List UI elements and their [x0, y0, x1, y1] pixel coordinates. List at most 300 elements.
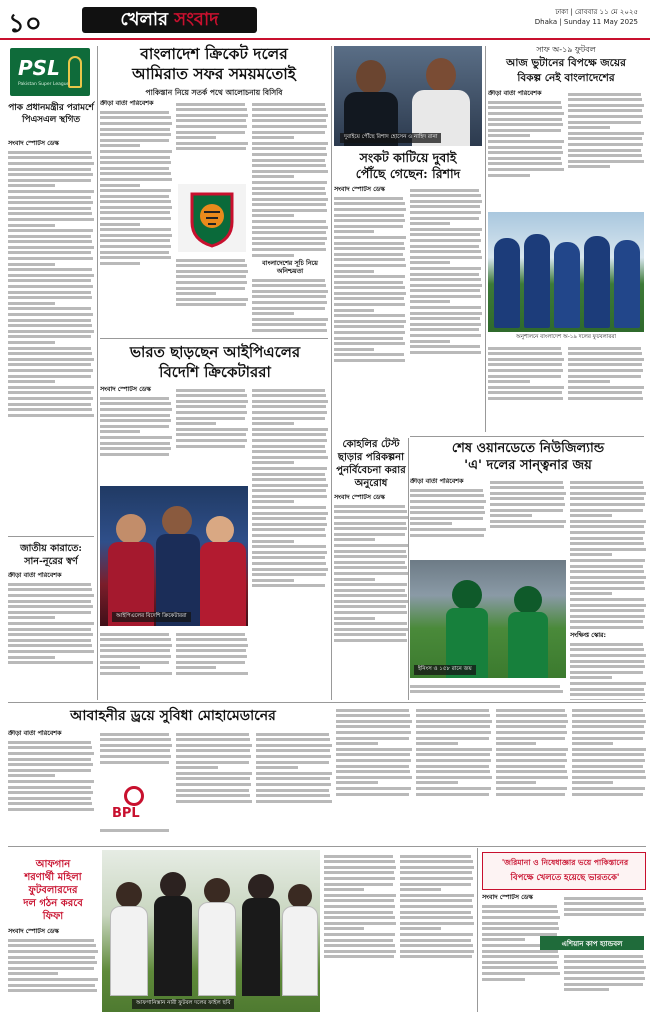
ipl-player-3 — [206, 516, 234, 544]
text-line — [100, 223, 140, 226]
text-line — [176, 738, 250, 741]
bpl-logo-text: BPL — [112, 806, 140, 821]
text-line — [400, 927, 441, 930]
text-line — [334, 225, 403, 228]
text-line — [8, 397, 93, 400]
text-line — [256, 755, 331, 758]
text-line — [334, 320, 406, 323]
text-line — [8, 746, 92, 749]
text-line — [176, 794, 250, 797]
text-line — [176, 264, 247, 267]
saff-headline-1: আজ ভুটানের বিপক্ষে জয়ের — [506, 57, 626, 69]
text-line — [8, 583, 91, 586]
text-line — [488, 358, 564, 361]
text-line — [568, 391, 642, 394]
text-line — [410, 267, 481, 270]
afghan-headline — [8, 858, 98, 923]
text-line — [100, 111, 169, 114]
text-line — [252, 461, 294, 464]
text-line — [336, 731, 411, 734]
text-line — [570, 671, 643, 674]
text-line — [490, 492, 566, 495]
text-line — [8, 201, 93, 204]
text-line — [568, 154, 642, 157]
text-line — [334, 337, 403, 340]
text-line — [410, 250, 481, 253]
text-line — [496, 720, 568, 723]
ipl-body-col3 — [252, 386, 328, 686]
text-line — [334, 628, 408, 631]
text-line — [482, 922, 558, 925]
text-line — [8, 173, 93, 176]
text-line — [570, 660, 644, 663]
ipl-body-col2b — [176, 630, 248, 700]
rule-mohammedan-top — [8, 702, 646, 703]
nz-body-col2 — [490, 478, 566, 558]
text-line — [252, 323, 326, 326]
text-line — [336, 742, 378, 745]
text-line — [572, 759, 645, 762]
fine-headline-box — [482, 852, 646, 890]
text-line — [252, 318, 328, 321]
afghan-headline-2: শরণার্থী মহিলা — [24, 872, 82, 883]
mohammedan-col1-lines — [8, 741, 94, 811]
text-line — [568, 352, 642, 355]
text-line — [8, 240, 92, 243]
text-line — [100, 195, 169, 198]
text-line — [176, 131, 245, 134]
text-line — [8, 291, 91, 294]
text-line — [334, 516, 408, 519]
text-line — [252, 428, 328, 431]
saff-col2-lines — [568, 93, 644, 169]
text-line — [8, 196, 91, 199]
text-line — [410, 345, 480, 348]
saff-player-1 — [494, 238, 520, 328]
ipl-player-2 — [162, 506, 192, 536]
text-line — [572, 720, 646, 723]
rule-afghan-top — [8, 846, 646, 847]
rishad-byline: সংবাদ স্পোর্টস ডেস্ক — [334, 186, 385, 193]
text-line — [252, 226, 328, 229]
text-line — [496, 759, 567, 762]
text-line — [256, 749, 330, 752]
text-line — [8, 633, 93, 636]
text-line — [8, 758, 91, 761]
text-line — [488, 129, 561, 132]
text-line — [252, 562, 326, 565]
text-line — [8, 263, 55, 266]
afghan-player-3-body — [198, 902, 236, 996]
text-line — [410, 211, 481, 214]
psl-trophy-icon — [68, 56, 82, 88]
text-line — [176, 672, 248, 675]
text-line — [252, 136, 294, 139]
text-line — [570, 576, 646, 579]
text-line — [334, 617, 375, 620]
text-line — [100, 211, 170, 214]
text-line — [8, 616, 55, 619]
text-line — [568, 137, 642, 140]
text-line — [8, 257, 93, 260]
nz-col3a-lines — [570, 481, 646, 629]
text-line — [410, 239, 481, 242]
nz-body-col1 — [410, 478, 486, 558]
text-line — [336, 748, 412, 751]
text-line — [334, 286, 405, 289]
text-line — [100, 167, 169, 170]
text-line — [100, 633, 169, 636]
text-line — [252, 103, 325, 106]
ipl-col1-lines — [100, 397, 172, 456]
afghan-player-5-body — [282, 906, 318, 996]
text-line — [334, 275, 405, 278]
nz-batsman-2-body — [508, 612, 548, 678]
text-line — [496, 714, 567, 717]
text-line — [8, 151, 91, 154]
fine-col2a-lines — [564, 897, 646, 917]
text-line — [488, 157, 561, 160]
text-line — [482, 905, 557, 908]
text-line — [410, 200, 482, 203]
text-line — [410, 289, 480, 292]
text-line — [100, 234, 172, 237]
text-line — [252, 478, 326, 481]
text-line — [334, 264, 406, 267]
text-line — [252, 545, 326, 548]
rishad-headline — [334, 150, 482, 182]
ipl-col1b-lines — [100, 633, 172, 675]
text-line — [572, 765, 643, 768]
text-line — [100, 755, 171, 758]
text-line — [176, 389, 245, 392]
text-line — [334, 611, 407, 614]
text-line — [334, 600, 408, 603]
ipl-col2b-lines — [176, 633, 248, 675]
text-line — [568, 109, 642, 112]
rishad-body-col2 — [410, 186, 482, 436]
text-line — [176, 422, 216, 425]
text-line — [100, 414, 170, 417]
text-line — [416, 753, 490, 756]
text-line — [8, 656, 55, 659]
psl-logo-sub: Pakistan Super League — [18, 82, 70, 87]
text-line — [176, 439, 247, 442]
text-line — [8, 611, 91, 614]
text-line — [334, 566, 407, 569]
text-line — [334, 505, 405, 508]
text-line — [100, 425, 169, 428]
text-line — [100, 666, 140, 669]
text-line — [334, 633, 406, 636]
text-line — [176, 638, 247, 641]
text-line — [564, 971, 644, 974]
text-line — [324, 855, 393, 858]
text-line — [324, 877, 395, 880]
afghan-photo-caption: আফগানিস্তান নারী ফুটবল দলের ফাইল ছবি — [132, 999, 234, 1009]
text-line — [8, 212, 92, 215]
text-line — [400, 911, 471, 914]
text-line — [568, 375, 641, 378]
text-line — [570, 570, 644, 573]
text-line — [8, 224, 55, 227]
text-line — [324, 944, 395, 947]
text-line — [336, 737, 409, 740]
text-line — [410, 494, 484, 497]
text-line — [570, 559, 645, 562]
text-line — [252, 445, 325, 448]
text-line — [176, 125, 247, 128]
text-line — [100, 436, 172, 439]
text-line — [324, 860, 395, 863]
masthead — [0, 0, 650, 40]
text-line — [416, 793, 489, 796]
text-line — [564, 988, 609, 991]
lead-subhead: পাকিস্তান নিয়ে সতর্ক পথে আলোচনায় বিসিবি — [145, 88, 283, 97]
nz-batsman-1 — [452, 580, 482, 610]
text-line — [100, 256, 171, 259]
text-line — [410, 506, 484, 509]
text-line — [100, 419, 171, 422]
text-line — [496, 770, 567, 773]
nz-batsman-2 — [514, 586, 542, 614]
ipl-body-col1 — [100, 386, 172, 482]
text-line — [100, 644, 172, 647]
text-line — [8, 741, 91, 744]
karate-headline-1: জাতীয় কারাতে: — [20, 543, 82, 554]
text-line — [8, 229, 93, 232]
text-line — [488, 112, 564, 115]
text-line — [488, 162, 562, 165]
lead-byline: ক্রীড়া বার্তা পরিবেশক — [100, 100, 154, 107]
text-line — [482, 916, 560, 919]
text-line — [400, 950, 474, 953]
mohammedan-body-col8 — [572, 706, 646, 842]
mohammedan-body-col1 — [8, 730, 94, 842]
text-line — [324, 911, 393, 914]
mohammedan-headline: আবাহনীর ড্রয়ে সুবিধা মোহামেডানের — [70, 708, 276, 724]
text-line — [8, 797, 91, 800]
text-line — [410, 685, 560, 688]
text-line — [8, 162, 94, 165]
text-line — [490, 509, 563, 512]
text-line — [252, 295, 326, 298]
text-line — [336, 776, 412, 779]
text-line — [176, 270, 248, 273]
text-line — [8, 386, 94, 389]
text-line — [252, 237, 327, 240]
text-line — [176, 292, 216, 295]
text-line — [334, 214, 404, 217]
text-line — [176, 275, 246, 278]
rishad-col2-lines — [410, 189, 482, 354]
text-line — [8, 972, 58, 975]
saff-byline: ক্রীড়া বার্তা পরিবেশক — [488, 90, 542, 97]
text-line — [252, 114, 328, 117]
afghan-body-col1 — [8, 928, 98, 1012]
text-line — [496, 748, 568, 751]
text-line — [334, 578, 375, 581]
text-line — [252, 307, 325, 310]
text-line — [252, 495, 327, 498]
text-line — [482, 972, 560, 975]
text-line — [570, 565, 643, 568]
psl-byline: সংবাদ স্পোর্টস ডেস্ক — [8, 140, 59, 147]
text-line — [410, 312, 482, 315]
text-line — [570, 497, 644, 500]
text-line — [490, 497, 564, 500]
text-line — [8, 752, 94, 755]
text-line — [176, 772, 252, 775]
saff-player-5 — [614, 240, 640, 328]
text-line — [252, 125, 327, 128]
text-line — [8, 335, 91, 338]
saff-player-4 — [584, 236, 610, 328]
text-line — [570, 682, 646, 685]
text-line — [176, 655, 247, 658]
afghan-col2-lines — [324, 855, 396, 959]
text-line — [334, 522, 406, 525]
text-line — [334, 583, 407, 586]
text-line — [570, 665, 645, 668]
text-line — [490, 525, 564, 528]
text-line — [8, 622, 94, 625]
text-line — [570, 693, 645, 696]
text-line — [410, 334, 481, 337]
text-line — [488, 106, 562, 109]
text-line — [564, 902, 644, 905]
text-line — [252, 284, 326, 287]
text-line — [252, 198, 328, 201]
afghan-player-2-body — [154, 896, 192, 996]
text-line — [8, 251, 91, 254]
text-line — [176, 394, 247, 397]
text-line — [572, 742, 613, 745]
psl-logo — [10, 48, 90, 96]
text-line — [564, 913, 644, 916]
text-line — [488, 140, 564, 143]
saff-col1-lines — [488, 101, 564, 177]
text-line — [488, 134, 530, 137]
text-line — [410, 278, 481, 281]
text-line — [336, 720, 412, 723]
text-line — [488, 174, 530, 177]
text-line — [8, 391, 91, 394]
kohli-headline-3: পুনর্বিবেচনা করার — [336, 465, 406, 476]
text-line — [252, 551, 327, 554]
text-line — [482, 961, 557, 964]
text-line — [568, 358, 644, 361]
text-line — [570, 548, 646, 551]
text-line — [334, 538, 375, 541]
text-line — [410, 306, 481, 309]
text-line — [100, 402, 171, 405]
text-line — [8, 380, 55, 383]
text-line — [334, 281, 403, 284]
text-line — [570, 553, 612, 556]
text-line — [100, 139, 169, 142]
mohammedan-body-col6 — [416, 706, 492, 842]
text-line — [488, 146, 562, 149]
text-line — [8, 363, 91, 366]
ipl-photo — [100, 486, 248, 626]
text-line — [256, 783, 331, 786]
text-line — [410, 295, 481, 298]
fine-byline: সংবাদ স্পোর্টস ডেস্ক — [482, 894, 533, 901]
text-line — [100, 661, 169, 664]
text-line — [100, 251, 169, 254]
text-line — [252, 192, 326, 195]
rishad-photo — [334, 46, 482, 146]
text-line — [8, 207, 91, 210]
fine-headline-2: বিপক্ষে খেলতে হয়েছে ভারতকে' — [510, 872, 620, 882]
text-line — [410, 690, 563, 693]
text-line — [496, 737, 565, 740]
afghan-player-1-body — [110, 906, 148, 996]
rule-center-right — [485, 46, 486, 432]
nz-col3b-lines — [570, 643, 646, 700]
text-line — [252, 540, 294, 543]
text-line — [570, 676, 612, 679]
text-line — [252, 400, 328, 403]
text-line — [100, 655, 171, 658]
ipl-player-1 — [116, 514, 146, 544]
text-line — [334, 622, 407, 625]
kohli-body-col1 — [334, 494, 408, 700]
text-line — [410, 261, 450, 264]
text-line — [410, 222, 450, 225]
text-line — [100, 184, 140, 187]
text-line — [570, 520, 646, 523]
text-line — [400, 888, 441, 891]
nz-headline — [410, 440, 646, 474]
text-line — [570, 699, 643, 700]
afghan-player-3 — [204, 878, 230, 904]
text-line — [488, 363, 562, 366]
page-number: ১০ — [8, 9, 42, 39]
text-line — [572, 753, 644, 756]
text-line — [496, 709, 565, 712]
ipl-byline: সংবাদ স্পোর্টস ডেস্ক — [100, 386, 151, 393]
date-bangla: ঢাকা | রোববার ১১ মে ২০২৫ — [555, 8, 638, 16]
text-line — [564, 897, 643, 900]
text-line — [490, 520, 566, 523]
saff-body-col2b — [568, 344, 644, 434]
nz-headline-1: শেষ ওয়ানডেতে নিউজিল্যান্ড — [451, 441, 605, 456]
text-line — [324, 950, 396, 953]
handball-badge — [540, 936, 644, 950]
text-line — [568, 165, 610, 168]
text-line — [400, 922, 474, 925]
text-line — [256, 772, 332, 775]
nz-headline-2: 'এ' দলের সান্ত্বনার জয় — [464, 458, 592, 473]
kohli-headline-2: ছাড়ার পরিকল্পনা — [337, 452, 405, 463]
rishad-headline-2: পৌঁছে গেছেন: রিশাদ — [355, 166, 461, 181]
text-line — [410, 340, 450, 343]
mohammedan-body-col3 — [176, 730, 252, 842]
text-line — [8, 246, 94, 249]
section-title — [82, 7, 257, 33]
text-line — [8, 330, 94, 333]
text-line — [568, 93, 641, 96]
text-line — [416, 770, 490, 773]
text-line — [100, 217, 171, 220]
text-line — [334, 527, 407, 530]
text-line — [570, 587, 645, 590]
text-line — [570, 592, 612, 595]
afghan-col3-lines — [400, 855, 474, 959]
text-line — [482, 955, 559, 958]
